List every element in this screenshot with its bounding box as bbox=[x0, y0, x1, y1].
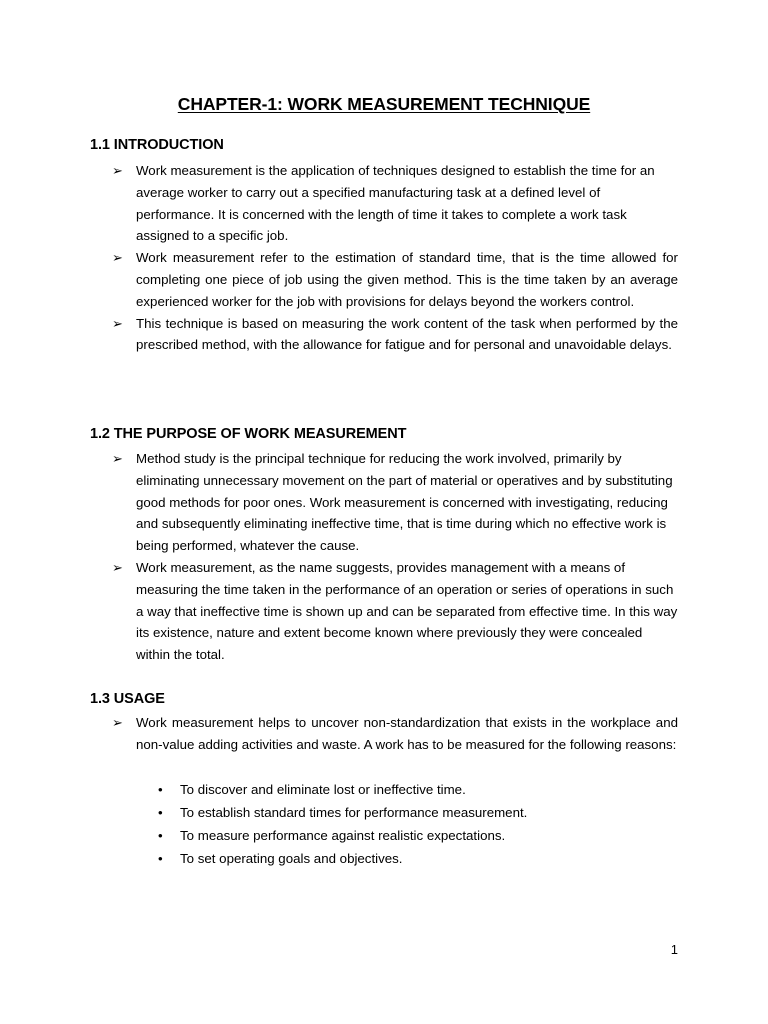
reason-item bbox=[136, 847, 678, 870]
list-item-text: Work measurement refer to the estimation of standard time, that is the time allowed for completing one piece of job using the given method. This is the time taken by an average experienced worker for the job with provisions for delays beyond the workers control. bbox=[136, 250, 678, 309]
list-item bbox=[112, 160, 678, 247]
reason-text: To establish standard times for performance measurement. bbox=[180, 805, 528, 820]
dot-bullet-icon: • bbox=[158, 828, 163, 843]
usage-reasons-list bbox=[136, 778, 678, 870]
reason-item bbox=[136, 778, 678, 801]
section-heading-usage: 1.3 USAGE bbox=[90, 691, 165, 707]
reason-text: To discover and eliminate lost or ineffective time. bbox=[180, 782, 466, 797]
purpose-list bbox=[112, 448, 678, 666]
list-item bbox=[112, 557, 678, 666]
reason-text: To measure performance against realistic expectations. bbox=[180, 828, 506, 843]
arrow-bullet-icon: ➢ bbox=[112, 715, 123, 730]
arrow-bullet-icon: ➢ bbox=[112, 451, 123, 466]
list-item bbox=[112, 448, 678, 557]
dot-bullet-icon: • bbox=[158, 851, 163, 866]
introduction-list bbox=[112, 160, 678, 356]
dot-bullet-icon: • bbox=[158, 782, 163, 797]
reason-item bbox=[136, 824, 678, 847]
list-item-text: Work measurement is the application of techniques designed to establish the time for an average worker to carry out a specified manufacturing task at a defined level of performance. It is concerned with the length of time it takes to complete a work task assigned to a specific job. bbox=[136, 163, 655, 244]
chapter-title: CHAPTER-1: WORK MEASUREMENT TECHNIQUE bbox=[177, 94, 591, 114]
reason-item bbox=[136, 801, 678, 824]
section-heading-purpose: 1.2 THE PURPOSE OF WORK MEASUREMENT bbox=[90, 426, 407, 442]
arrow-bullet-icon: ➢ bbox=[112, 315, 123, 331]
usage-list bbox=[112, 712, 678, 756]
list-item bbox=[112, 313, 678, 357]
list-item-text: Method study is the principal technique for reducing the work involved, primarily by eliminating unnecessary movement on the part of material or operatives and by substituting good methods for poor ones. Work measurement is concerned with investigating, reducing and subsequently eliminating ineffective time, that is time during which no effective work is being performed, whatever the cause. bbox=[136, 451, 673, 554]
dot-bullet-icon: • bbox=[158, 805, 163, 820]
arrow-bullet-icon: ➢ bbox=[112, 163, 123, 178]
reason-text: To set operating goals and objectives. bbox=[180, 851, 403, 866]
section-heading-introduction: 1.1 INTRODUCTION bbox=[90, 137, 224, 153]
list-item-text: Work measurement helps to uncover non-standardization that exists in the workplace and non-value adding activities and waste. A work has to be measured for the following reasons: bbox=[136, 715, 678, 752]
list-item bbox=[112, 247, 678, 312]
page-number: 1 bbox=[670, 942, 678, 957]
list-item-text: Work measurement, as the name suggests, provides management with a means of measuring the time taken in the performance of an operation or series of operations in such a way that ineffective time is shown up and can be separated from effective time. In this way its existence, nature and extent become known where previously they were concealed within the total. bbox=[136, 559, 678, 663]
arrow-bullet-icon: ➢ bbox=[112, 559, 123, 575]
list-item bbox=[112, 712, 678, 756]
list-item-text: This technique is based on measuring the work content of the task when performed by the prescribed method, with the allowance for fatigue and for personal and unavoidable delays. bbox=[136, 315, 678, 353]
arrow-bullet-icon: ➢ bbox=[112, 250, 123, 266]
